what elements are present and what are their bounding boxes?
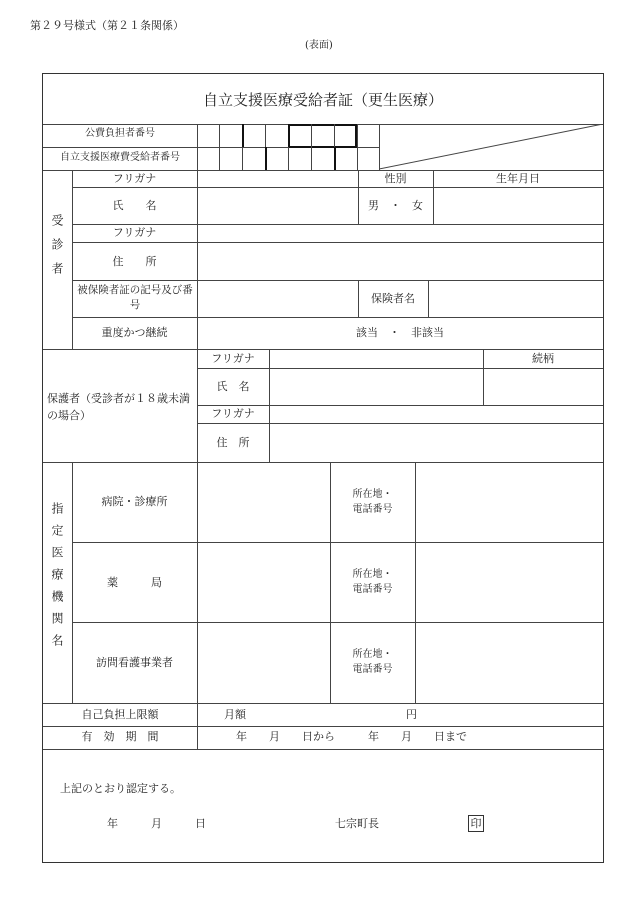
pharmacy-label: 薬 局	[107, 576, 162, 589]
monthly-label: 月額	[224, 708, 246, 721]
rule	[219, 147, 220, 170]
certification-statement: 上記のとおり認定する。	[60, 782, 181, 795]
rule	[72, 542, 603, 543]
rule	[43, 462, 603, 463]
patient-name-label: 氏 名	[112, 199, 157, 212]
rule	[72, 224, 603, 225]
dob-label: 生年月日	[496, 172, 540, 185]
hospital-phone-label: 電話番号	[352, 504, 393, 515]
rule	[43, 749, 603, 750]
rule	[43, 170, 603, 171]
rule	[197, 368, 603, 369]
gender-label: 性別	[384, 172, 407, 185]
rule	[72, 280, 603, 281]
nurse-location-label: 所在地・	[352, 649, 393, 660]
certification-date: 年 月 日	[107, 817, 206, 830]
rule	[357, 124, 358, 147]
guardian-address-label: 住 所	[216, 436, 250, 449]
form-title: 自立支援医療受給者証（更生医療）	[202, 91, 443, 109]
patient-furigana-label: フリガナ	[112, 172, 157, 185]
rule	[43, 349, 603, 350]
copay-limit-label: 自己負担上限額	[81, 708, 159, 721]
rule	[197, 124, 198, 170]
rule	[197, 703, 198, 749]
payer-number-label: 公費負担者番号	[85, 128, 155, 139]
visiting-nurse-label: 訪問看護事業者	[96, 656, 173, 669]
rule	[242, 147, 243, 170]
number-box	[288, 124, 357, 148]
mayor-label: 七宗町長	[335, 817, 379, 830]
pharmacy-phone-label: 電話番号	[352, 584, 393, 595]
rule	[415, 462, 416, 703]
rule	[197, 170, 198, 349]
patient-address-label: 住 所	[112, 255, 157, 268]
seal-stamp: 印	[468, 815, 484, 832]
rule	[311, 124, 312, 147]
patient-section-label: 受診者	[50, 214, 64, 286]
rule	[265, 124, 266, 147]
diagonal-slash	[379, 124, 603, 170]
severe-options: 該当 ・ 非該当	[356, 326, 444, 339]
rule	[265, 147, 267, 170]
hospital-label: 病院・診療所	[101, 495, 168, 508]
certificate-form	[42, 73, 604, 863]
rule	[334, 147, 336, 170]
severe-continuous-label: 重度かつ継続	[101, 326, 168, 339]
validity-period-label: 有 効 期 間	[81, 730, 159, 743]
rule	[311, 147, 312, 170]
rule	[219, 124, 220, 147]
rule	[242, 124, 244, 147]
rule	[72, 622, 603, 623]
rule	[334, 124, 335, 147]
guardian-address-furigana-label: フリガナ	[211, 407, 255, 420]
relationship-label: 続柄	[532, 352, 554, 365]
rule	[197, 462, 198, 703]
rule	[197, 423, 603, 424]
rule	[43, 726, 603, 727]
rule	[72, 317, 603, 318]
rule	[72, 242, 603, 243]
guardian-name-label: 氏 名	[216, 380, 250, 393]
guardian-furigana-label: フリガナ	[211, 352, 255, 365]
rule	[428, 280, 429, 317]
rule	[43, 703, 603, 704]
rule	[288, 147, 289, 170]
address-furigana-label: フリガナ	[112, 226, 157, 239]
rule	[357, 147, 358, 170]
rule	[197, 405, 603, 406]
form-number-label: 第２９号様式（第２１条関係）	[30, 19, 184, 32]
rule	[72, 187, 603, 188]
hospital-location-label: 所在地・	[352, 489, 393, 500]
guardian-section-label: 保護者（受診者が１８歳未満の場合）	[47, 392, 190, 422]
validity-period-value: 年 月 日から 年 月 日まで	[236, 730, 467, 743]
insurance-card-label: 被保険者証の記号及び番号	[77, 284, 193, 311]
gender-options: 男 ・ 女	[368, 199, 423, 212]
yen-label: 円	[406, 708, 417, 721]
pharmacy-location-label: 所在地・	[352, 569, 393, 580]
nurse-phone-label: 電話番号	[352, 664, 393, 675]
insurer-name-label: 保険者名	[371, 292, 415, 305]
recipient-number-label: 自立支援医療費受給者番号	[60, 152, 180, 163]
rule	[269, 349, 270, 462]
institution-section-label: 指定医療機関名	[50, 502, 64, 656]
side-label: (表面)	[305, 40, 333, 51]
